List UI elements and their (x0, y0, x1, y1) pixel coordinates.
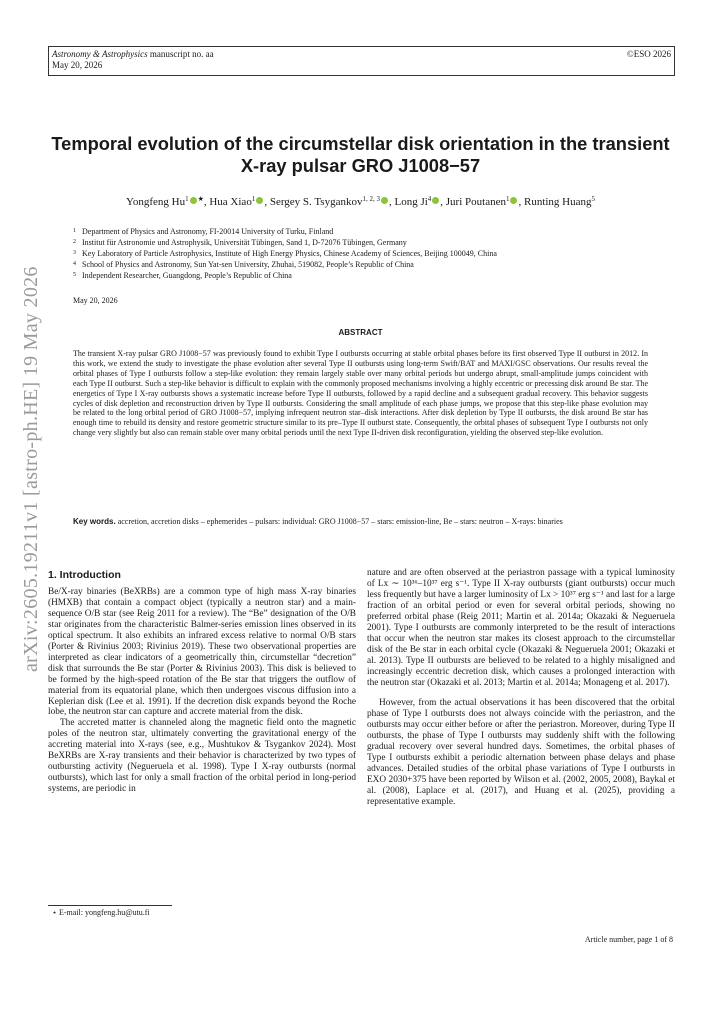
author-affil-sup: 4 (427, 195, 432, 203)
affiliation-item (73, 226, 497, 237)
keywords-text: accretion, accretion disks – ephemerides – pulsars: individual: GRO J1008−57 – stars: emission-line, Be – stars: neutron – X-rays: binaries (117, 517, 563, 526)
orcid-icon[interactable] (381, 197, 388, 204)
author-name: Runting Huang (523, 196, 592, 208)
section-heading-introduction: 1. Introduction (48, 569, 121, 581)
author-name: Juri Poutanen (445, 196, 506, 208)
running-header (48, 46, 675, 76)
journal-name: Astronomy & Astrophysics (52, 49, 148, 59)
affiliation-number: 1 (73, 228, 76, 234)
author-name: Hua Xiao (209, 196, 252, 208)
orcid-icon[interactable] (432, 197, 439, 204)
abstract-text: The transient X-ray pulsar GRO J1008−57 was previously found to exhibit Type I outbursts occurring at stable orbital phases before its first observed Type II outburst in 2012. In this work, we extend the study to investigate the phase evolution after several Type II outbursts using long-term Swift/BAT and MAXI/GSC observations. Our results reveal the orbital phases of Type I outbursts follow a step-like evolution: they remain largely stable over many orbital periods but undergo abrupt, small-amplitude jumps coincident with each Type II outburst. Such a step-like behavior is difficult to explain with the commonly proposed mechanisms involving a highly eccentric or precessing disk around Be star. The energetics of Type I X-ray outbursts shows a systematic increase before Type II outbursts, followed by a rapid decline and a subsequent gradual recovery. This behavior suggests cycles of disk depletion and reconstruction driven by Type II outbursts. Considering the small amplitude of each phase jumps, we propose that this step-like phase evolution may be related to the long orbital period of GRO J1008−57, implying infrequent neutron star–disk interactions. After disk depletion by Type II outbursts, the disk around Be star has enough time to rebuild its density and restore geometric structure similar to its pre–Type II outburst state. Consequently, the orbital phases of subsequent Type I outbursts not only change very slightly but also can remain stable over many orbital periods until the next Type II-driven disk reconfiguration, yielding the observed step-like evolution. (73, 349, 648, 438)
affiliation-text: School of Physics and Astronomy, Sun Yat-sen University, Zhuhai, 519082, People’s Republic of China (82, 260, 414, 269)
footnote-email: ⋆ E-mail: yongfeng.hu@utu.fi (52, 908, 150, 917)
orcid-icon[interactable] (256, 197, 263, 204)
header-journal-info (52, 49, 214, 71)
body-paragraph: Be/X-ray binaries (BeXRBs) are a common type of high mass X-ray binaries (HMXB) that contain a compact object (typically a neutron star) and a main-sequence O/B star (see Reig 2011 for a review). The “Be” designation of the O/B star originates from the characteristic Balmer-series emission lines observed in its optical spectrum. It also exhibits an infrared excess relative to normal O/B stars (Porter & Rivinius 2003; Rivinius 2019). These two observational properties are interpreted as clear indicators of a geometrically thin, circumstellar “decretion” disk that surrounds the Be star (Porter & Rivinius 2003). This disk is believed to be formed by the high-speed rotation of the Be star that triggers the outflow of material from its equatorial plane, which then undergoes viscous diffusion into a Keplerian disk (Lee et al. 1991). If the decretion disk expands beyond the Roche lobe, the neutron star can capture and accrete material from the disk. (48, 587, 356, 718)
arxiv-identifier: arXiv:2605.19211v1 [astro-ph.HE] 19 May 2026 (20, 266, 42, 672)
affiliation-number: 5 (73, 272, 76, 278)
abstract-heading: ABSTRACT (338, 328, 383, 337)
orcid-icon[interactable] (190, 197, 197, 204)
received-date: May 20, 2026 (73, 296, 118, 305)
author-affil-sup: 1 (251, 195, 256, 203)
affiliation-number: 4 (73, 261, 76, 267)
orcid-icon[interactable] (510, 197, 517, 204)
affiliations (73, 226, 497, 281)
affiliation-text: Department of Physics and Astronomy, FI-20014 University of Turku, Finland (82, 227, 334, 236)
copyright: ©ESO 2026 (626, 49, 671, 59)
affiliation-item (73, 248, 497, 259)
right-column (367, 568, 675, 808)
affiliation-number: 3 (73, 250, 76, 256)
body-paragraph: nature and are often observed at the periastron passage with a typical luminosity of Lx ∼ 10³⁶–10³⁷ erg s⁻¹. Type II X-ray outbursts (giant outbursts) occur much less frequently but have a larger luminosity of Lx > 10³⁷ erg s⁻¹ and last for a large fraction of an orbital period or even for several orbital periods, showing no preferred orbital phase (Reig 2011; Martin et al. 2014a; Okazaki & Negueruela 2001). Type I outbursts are commonly interpreted to be the result of interactions that occur when the neutron star makes its closest approach to the circumstellar disk of the Be star in each orbital cycle (Okazaki & Negueruela 2001; Okazaki et al. 2013). Type II outbursts are believed to be related to a highly misaligned and increasingly eccentric decretion disk, which causes a prolonged interaction with the neutron star (Okazaki et al. 2013; Martin et al. 2014a; Monageng et al. 2017). (367, 568, 675, 688)
manuscript-label: manuscript no. aa (147, 49, 214, 59)
affiliation-text: Institut für Astronomie und Astrophysik, Universität Tübingen, Sand 1, D-72076 Tübingen, Germany (82, 238, 407, 247)
author-affil-sup: 1, 2, 3 (362, 195, 380, 203)
affiliation-item (73, 270, 497, 281)
author-name: Sergey S. Tsygankov (269, 196, 363, 208)
affiliation-text: Key Laboratory of Particle Astrophysics, Institute of High Energy Physics, Chinese Academy of Sciences, Beijing 100049, China (82, 249, 497, 258)
author-list: Yongfeng Hu$^1$ ★, Hua Xiao$^1$ , Sergey S. Tsygankov$^{1, 2, 3}$ , Long Ji$^4$ , Juri Poutanen$^1$ , Runting Huang$^5$ (125, 195, 596, 208)
keywords-label: Key words. (73, 517, 116, 526)
corresponding-star: ★ (197, 195, 204, 203)
body-paragraph: The accreted matter is channeled along the magnetic field onto the magnetic poles of the neutron star, ultimately converting the gravitational energy of the accreting material into X-rays (see, e.g., Mushtukov & Tsygankov 2024). Most BeXRBs are X-ray transients and their behavior is characterized by two types of outbursting activity (Negueruela et al. 1998). Type I X-ray outbursts (normal outbursts), which last for only a small fraction of the orbital period in long-period systems, are periodic in (48, 718, 356, 795)
page-number: Article number, page 1 of 8 (584, 935, 673, 944)
header-date: May 20, 2026 (52, 60, 103, 70)
keywords (73, 517, 648, 527)
affiliation-number: 2 (73, 239, 76, 245)
affiliation-item (73, 259, 497, 270)
author-affil-sup: 5 (591, 195, 596, 203)
author-name: Long Ji (394, 196, 428, 208)
author-name: Yongfeng Hu (125, 196, 186, 208)
paper-title: Temporal evolution of the circumstellar disk orientation in the transient X-ray pulsar GRO J1008−57 (51, 133, 670, 176)
left-column (48, 587, 356, 795)
affiliation-text: Independent Researcher, Guangdong, People’s Republic of China (82, 271, 292, 280)
author-affil-sup: 1 (505, 195, 510, 203)
affiliation-item (73, 237, 497, 248)
author-affil-sup: 1 (185, 195, 189, 203)
body-paragraph: However, from the actual observations it has been discovered that the orbital phase of Type I outbursts does not always coincide with the periastron, and the outbursts may occur either before or after the periastron. Moreover, during Type II outbursts, the phase of Type I outbursts may suddenly shift with the following gradual recovery over several hundred days. Sometimes, the orbital phases of Type I outbursts exhibit a periodic alternation between phase delays and phase advances. Detailed studies of the orbital phase variations of Type I outbursts in EXO 2030+375 have been reported by Wilson et al. (2002, 2005, 2008), Baykal et al. (2008), Laplace et al. (2017), and Huang et al. (2025), providing a representative example. (367, 698, 675, 808)
footnote-rule (48, 905, 172, 906)
